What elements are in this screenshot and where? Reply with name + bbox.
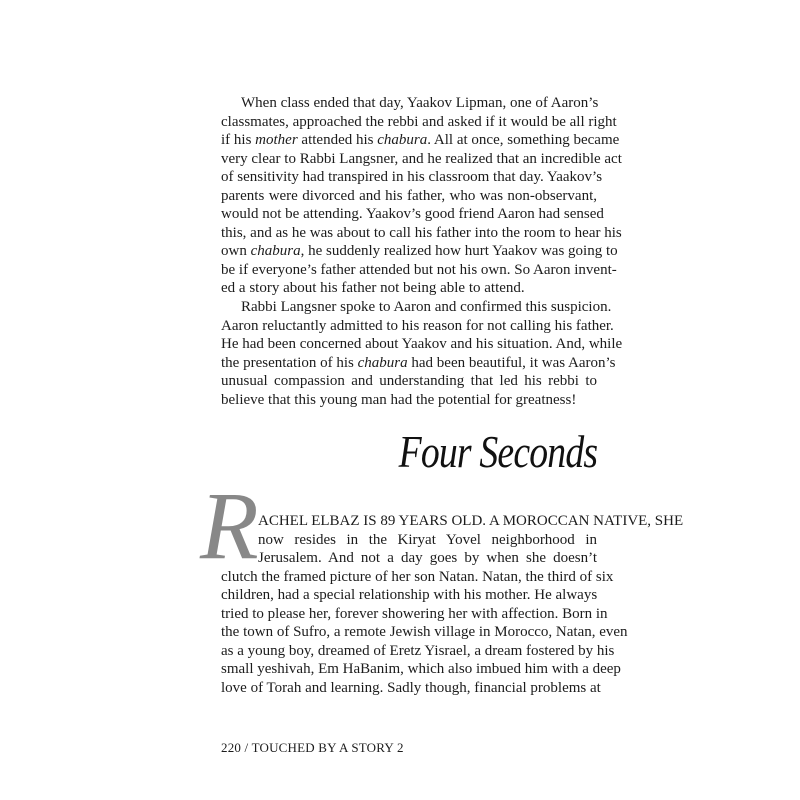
text-line xyxy=(221,298,612,317)
text-segment: own xyxy=(221,243,251,260)
text-line xyxy=(221,242,618,261)
text-segment: Jerusalem. And not a day goes by when she doesn’t xyxy=(258,550,597,567)
text-line xyxy=(221,354,616,373)
text-line xyxy=(221,187,597,206)
text-line xyxy=(221,391,597,410)
text-segment: Aaron reluctantly admitted to his reason for not calling his father. xyxy=(221,317,614,334)
text-line xyxy=(221,335,623,354)
text-segment: attended his xyxy=(297,132,378,149)
text-line xyxy=(221,279,597,298)
text-segment: would not be attending. Yaakov’s good friend Aaron had sensed xyxy=(221,206,604,223)
text-line xyxy=(221,317,614,336)
text-line xyxy=(221,549,597,568)
text-segment: be if everyone’s father attended but not his own. So Aaron invent- xyxy=(221,261,617,278)
text-line xyxy=(221,512,684,531)
text-segment: the presentation of his xyxy=(221,354,358,371)
text-segment: very clear to Rabbi Langsner, and he realized that an incredible act xyxy=(221,150,622,167)
text-segment: . All at once, something became xyxy=(427,132,620,149)
text-line xyxy=(221,568,614,587)
text-line xyxy=(221,131,620,150)
text-line xyxy=(221,660,621,679)
page-footer: 220 / TOUCHED BY A STORY 2 xyxy=(221,740,404,755)
text-segment: this, and as he was about to call his father into the room to hear his xyxy=(221,224,622,241)
text-line xyxy=(221,224,622,243)
text-segment: ed a story about his father not being able to attend. xyxy=(221,280,525,297)
text-line xyxy=(221,94,597,113)
text-line xyxy=(221,605,608,624)
text-segment: of sensitivity had transpired in his classroom that day. Yaakov’s xyxy=(221,169,603,186)
chapter-opening-text xyxy=(221,512,684,697)
text-segment: classmates, approached the rebbi and asked if it would be all right xyxy=(221,113,617,130)
drop-cap: R xyxy=(200,472,259,579)
text-segment: as a young boy, dreamed of Eretz Yisrael, a dream fostered by his xyxy=(221,642,615,659)
text-segment: clutch the framed picture of her son Natan. Natan, the third of six xyxy=(221,568,614,585)
text-segment: parents were divorced and his father, who was non-observant, xyxy=(221,187,597,204)
italic-term: chabura xyxy=(377,132,428,149)
text-segment: unusual compassion and understanding that led his rebbi to xyxy=(221,373,597,390)
text-segment: When class ended that day, Yaakov Lipman, one of Aaron’s xyxy=(241,95,599,111)
text-line xyxy=(221,372,597,391)
text-line xyxy=(221,150,622,169)
text-segment: children, had a special relationship with his mother. He always xyxy=(221,587,598,604)
text-line xyxy=(221,113,617,132)
text-line xyxy=(221,623,628,642)
text-segment: , he suddenly realized how hurt Yaakov was going to xyxy=(300,243,618,260)
chapter-title: Four Seconds xyxy=(398,426,597,477)
italic-term: mother xyxy=(255,132,298,149)
text-segment: love of Torah and learning. Sadly though, financial problems at xyxy=(221,679,601,696)
text-segment: Rabbi Langsner spoke to Aaron and confirmed this suspicion. xyxy=(241,299,612,316)
text-line xyxy=(221,531,597,550)
text-segment: now resides in the Kiryat Yovel neighborhood in xyxy=(258,531,597,548)
story-ending-text xyxy=(221,94,623,409)
text-segment: He had been concerned about Yaakov and his situation. And, while xyxy=(221,336,623,353)
italic-term: chabura xyxy=(357,354,408,371)
text-segment: if his xyxy=(221,132,256,149)
text-segment: the town of Sufro, a remote Jewish village in Morocco, Natan, even xyxy=(221,624,628,641)
text-segment: ACHEL ELBAZ IS 89 YEARS OLD. A MOROCCAN NATIVE, SHE xyxy=(258,513,684,529)
text-line xyxy=(221,205,604,224)
italic-term: chabura xyxy=(250,243,301,260)
text-line xyxy=(221,586,597,605)
text-line xyxy=(221,642,615,661)
text-line xyxy=(221,261,617,280)
text-segment: believe that this young man had the potential for greatness! xyxy=(221,391,577,408)
text-segment: had been beautiful, it was Aaron’s xyxy=(407,354,616,371)
text-line xyxy=(221,679,601,698)
text-segment: small yeshivah, Em HaBanim, which also imbued him with a deep xyxy=(221,661,621,678)
text-line xyxy=(221,168,603,187)
text-segment: tried to please her, forever showering her with affection. Born in xyxy=(221,605,608,622)
